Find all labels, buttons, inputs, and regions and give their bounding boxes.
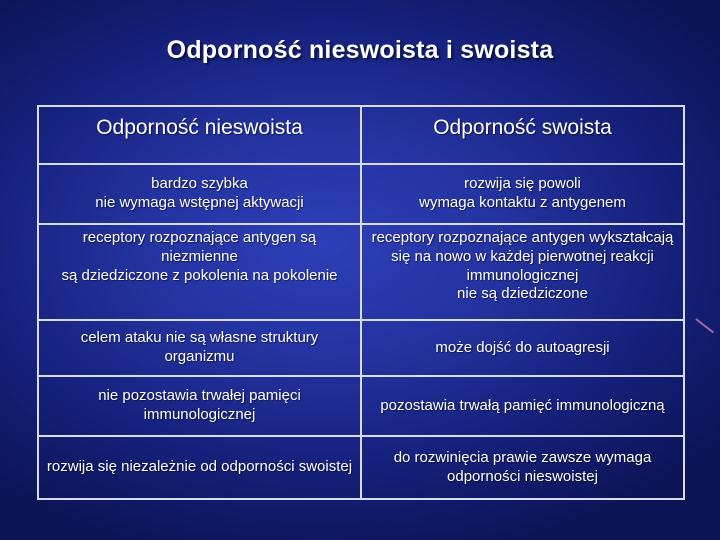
cell-line: wymaga kontaktu z antygenem: [419, 194, 626, 211]
cell-line: bardzo szybka: [151, 175, 248, 193]
cell-adaptive-target: [361, 320, 684, 376]
cell-line: rozwija się powoli: [464, 175, 581, 193]
table-row: [38, 164, 684, 224]
table-header-row: [38, 106, 684, 164]
cell-line: receptory rozpoznające antygen wykształcają się na nowo w każdej pierwotnej reakcji immunologicznej: [371, 229, 674, 284]
slide-title: Odporność nieswoista i swoista: [166, 36, 554, 64]
cell-line: może dojść do autoagresji: [435, 338, 610, 356]
cell-adaptive-receptors: [361, 224, 684, 320]
cell-line: pozostawia trwałą pamięć immunologiczną: [380, 396, 665, 414]
cell-line: do rozwinięcia prawie zawsze wymaga odporności nieswoistej: [393, 448, 652, 485]
cell-innate-memory: [38, 376, 361, 436]
cell-innate-target: [38, 320, 361, 376]
decorative-line: [695, 318, 714, 333]
cell-line: nie pozostawia trwałej pamięci immunologicznej: [98, 387, 301, 423]
cell-innate-speed: [38, 164, 361, 224]
cell-adaptive-memory: [361, 376, 684, 436]
table-row: [38, 320, 684, 376]
cell-line: receptory rozpoznające antygen są niezmienne: [82, 229, 317, 265]
table-row: [38, 224, 684, 320]
table-row: [38, 376, 684, 436]
cell-adaptive-speed: [361, 164, 684, 224]
table-row: [38, 436, 684, 499]
cell-adaptive-dependence: [361, 436, 684, 499]
comparison-table: [37, 105, 685, 500]
cell-line: rozwija się niezależnie od odporności swoistej: [46, 458, 353, 476]
cell-line: celem ataku nie są własne struktury organizmu: [80, 329, 319, 365]
cell-innate-receptors: [38, 224, 361, 320]
header-innate-immunity: Odporność nieswoista: [38, 106, 361, 164]
cell-line: nie wymaga wstępnej aktywacji: [95, 194, 304, 211]
header-adaptive-immunity: Odporność swoista: [361, 106, 684, 164]
cell-line: nie są dziedziczone: [457, 285, 588, 303]
cell-line: są dziedziczone z pokolenia na pokolenie: [61, 266, 338, 284]
cell-innate-dependence: [38, 436, 361, 499]
